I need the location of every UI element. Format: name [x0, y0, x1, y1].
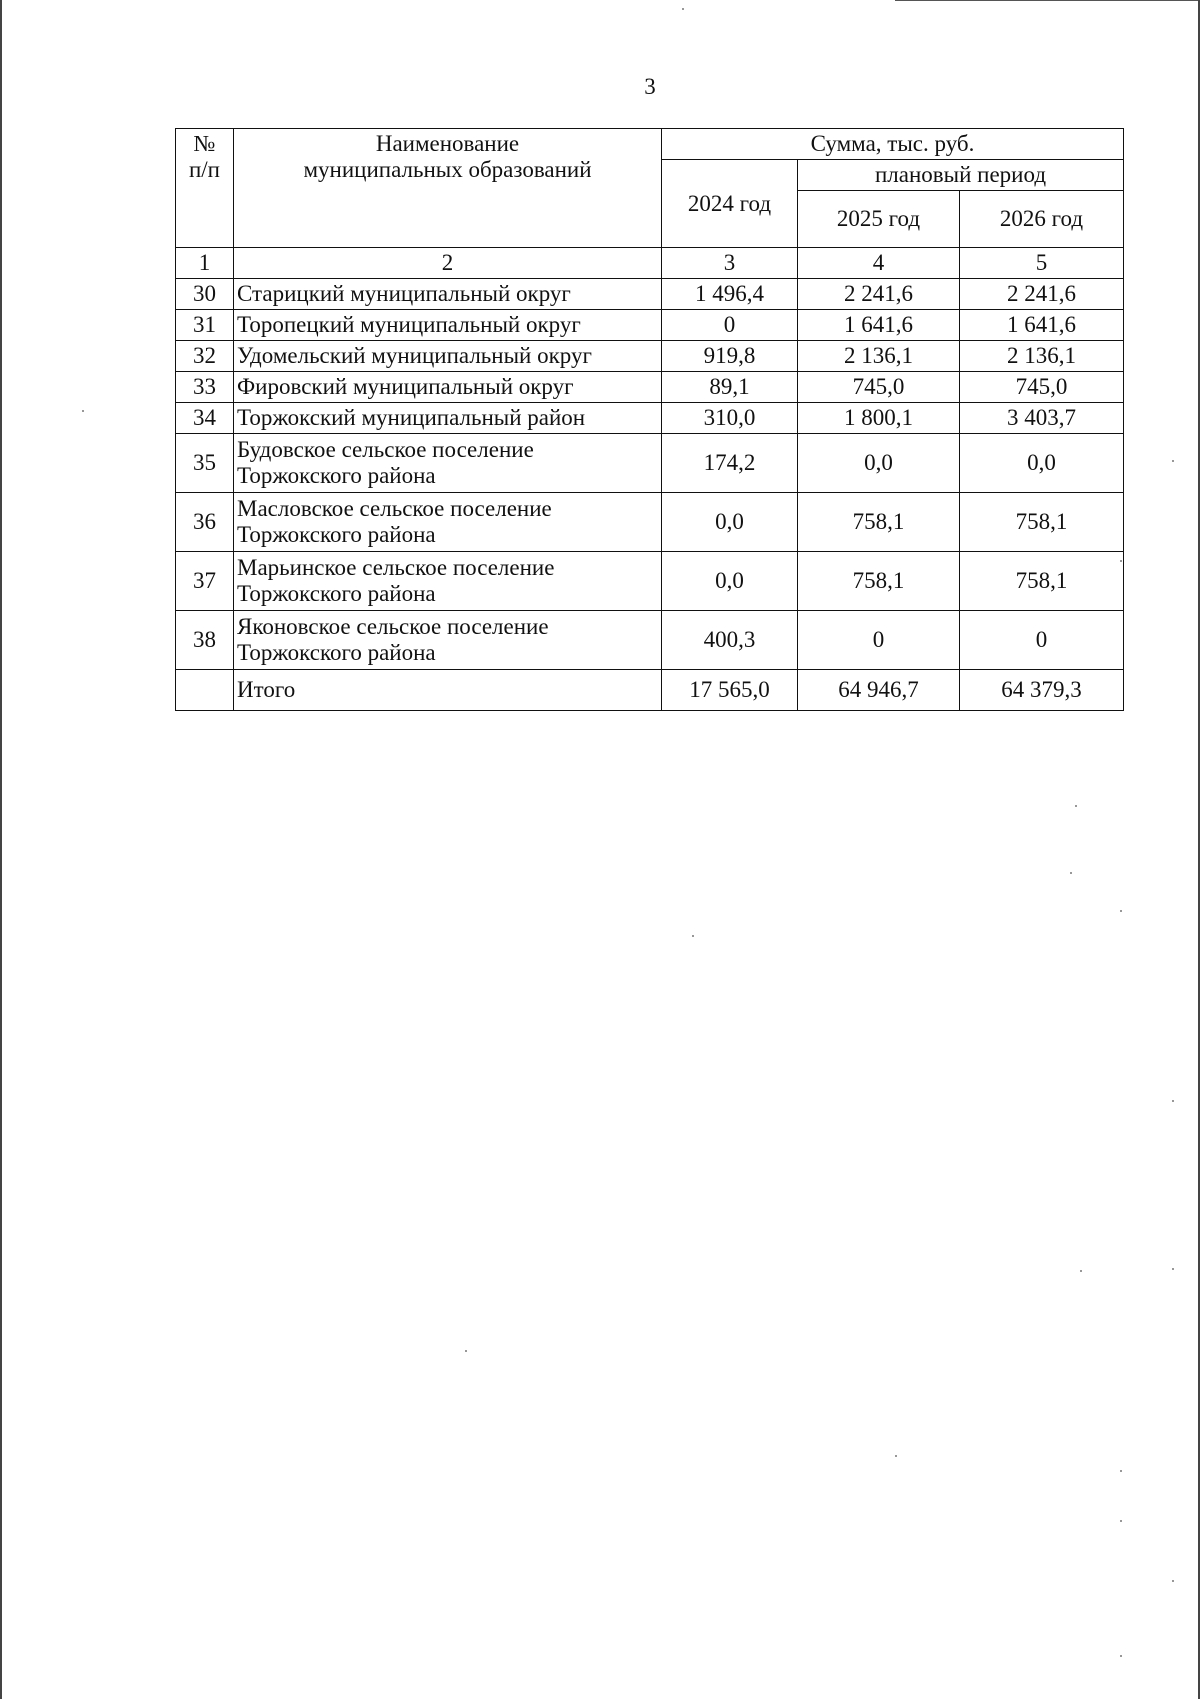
row-name-line-2: Торжокского района: [237, 463, 436, 488]
row-name-line-1: Масловское сельское поселение: [237, 496, 552, 521]
row-value-2025: 758,1: [798, 493, 960, 552]
row-value-2026: 0: [960, 611, 1124, 670]
column-index-cell: 5: [960, 248, 1124, 279]
header-name: [234, 129, 662, 248]
row-name-line-1: Будовское сельское поселение: [237, 437, 534, 462]
row-value-2024: 310,0: [662, 403, 798, 434]
scan-speck: [1172, 1580, 1174, 1582]
row-value-2025: 0,0: [798, 434, 960, 493]
scan-edge-top: [895, 0, 1200, 1]
row-name: [234, 611, 662, 670]
table-row: [176, 403, 1124, 434]
row-value-2026: 3 403,7: [960, 403, 1124, 434]
header-number: [176, 129, 234, 248]
column-index-cell: 3: [662, 248, 798, 279]
row-number: 33: [176, 372, 234, 403]
scan-speck: [1075, 805, 1077, 807]
row-number: 32: [176, 341, 234, 372]
row-number: 35: [176, 434, 234, 493]
scan-speck: [1172, 460, 1174, 462]
total-label: Итого: [234, 670, 662, 711]
row-value-2025: 2 136,1: [798, 341, 960, 372]
column-index-row: [176, 248, 1124, 279]
row-value-2025: 758,1: [798, 552, 960, 611]
header-sum: Сумма, тыс. руб.: [662, 129, 1124, 160]
scan-speck: [1070, 872, 1072, 874]
header-year-2026: 2026 год: [960, 191, 1124, 248]
header-planned-period: плановый период: [798, 160, 1124, 191]
scan-speck: [1080, 1270, 1082, 1272]
column-index-cell: 2: [234, 248, 662, 279]
header-year-2025: 2025 год: [798, 191, 960, 248]
row-number: 30: [176, 279, 234, 310]
row-number: 38: [176, 611, 234, 670]
header-number-label-2: п/п: [188, 157, 220, 182]
scan-speck: [465, 1350, 467, 1352]
scan-speck: [1120, 1470, 1122, 1472]
total-value-2024: 17 565,0: [662, 670, 798, 711]
row-number: 34: [176, 403, 234, 434]
row-name: Торопецкий муниципальный округ: [234, 310, 662, 341]
row-value-2026: 745,0: [960, 372, 1124, 403]
total-value-2026: 64 379,3: [960, 670, 1124, 711]
scan-speck: [1120, 560, 1122, 562]
row-value-2024: 0,0: [662, 552, 798, 611]
table-row: [176, 341, 1124, 372]
row-value-2024: 0: [662, 310, 798, 341]
scan-speck: [692, 935, 694, 937]
row-value-2025: 0: [798, 611, 960, 670]
scan-speck: [1120, 1520, 1122, 1522]
row-name-line-2: Торжокского района: [237, 581, 436, 606]
row-number: 37: [176, 552, 234, 611]
page-number: 3: [644, 74, 656, 99]
row-name-line-2: Торжокского района: [237, 640, 436, 665]
budget-table: [175, 128, 1124, 711]
total-row: [176, 670, 1124, 711]
row-value-2024: 1 496,4: [662, 279, 798, 310]
row-value-2024: 400,3: [662, 611, 798, 670]
header-year-2024: 2024 год: [662, 160, 798, 248]
table-row: [176, 434, 1124, 493]
header-name-label-2: муниципальных образований: [303, 157, 592, 182]
table-row: [176, 310, 1124, 341]
scan-edge-left: [0, 0, 2, 1699]
row-name: Старицкий муниципальный округ: [234, 279, 662, 310]
scan-speck: [1120, 910, 1122, 912]
row-name: Удомельский муниципальный округ: [234, 341, 662, 372]
row-name-line-1: Марьинское сельское поселение: [237, 555, 555, 580]
header-row-1: [176, 129, 1124, 160]
scan-speck: [1172, 1100, 1174, 1102]
column-index-cell: 4: [798, 248, 960, 279]
header-name-label-1: Наименование: [375, 131, 520, 156]
table-row: [176, 552, 1124, 611]
row-value-2026: 758,1: [960, 552, 1124, 611]
row-value-2024: 0,0: [662, 493, 798, 552]
row-value-2026: 2 136,1: [960, 341, 1124, 372]
row-name: [234, 552, 662, 611]
row-name: Фировский муниципальный округ: [234, 372, 662, 403]
scan-speck: [682, 8, 684, 10]
row-value-2026: 758,1: [960, 493, 1124, 552]
row-value-2025: 2 241,6: [798, 279, 960, 310]
header-number-label-1: №: [193, 131, 216, 156]
table-row: [176, 279, 1124, 310]
row-number: 31: [176, 310, 234, 341]
row-value-2024: 174,2: [662, 434, 798, 493]
row-value-2026: 2 241,6: [960, 279, 1124, 310]
row-value-2024: 919,8: [662, 341, 798, 372]
column-index-cell: 1: [176, 248, 234, 279]
row-number: 36: [176, 493, 234, 552]
total-value-2025: 64 946,7: [798, 670, 960, 711]
row-name-line-1: Яконовское сельское поселение: [237, 614, 549, 639]
row-value-2024: 89,1: [662, 372, 798, 403]
row-value-2025: 1 800,1: [798, 403, 960, 434]
row-value-2026: 1 641,6: [960, 310, 1124, 341]
table-row: [176, 493, 1124, 552]
table-row: [176, 611, 1124, 670]
row-name: [234, 493, 662, 552]
scan-speck: [895, 1455, 897, 1457]
scan-speck: [82, 410, 84, 412]
table-row: [176, 372, 1124, 403]
total-number: [176, 670, 234, 711]
row-value-2025: 745,0: [798, 372, 960, 403]
row-value-2026: 0,0: [960, 434, 1124, 493]
scan-speck: [1172, 1268, 1174, 1270]
row-value-2025: 1 641,6: [798, 310, 960, 341]
row-name-line-2: Торжокского района: [237, 522, 436, 547]
scan-speck: [1120, 1655, 1122, 1657]
row-name: [234, 434, 662, 493]
row-name: Торжокский муниципальный район: [234, 403, 662, 434]
